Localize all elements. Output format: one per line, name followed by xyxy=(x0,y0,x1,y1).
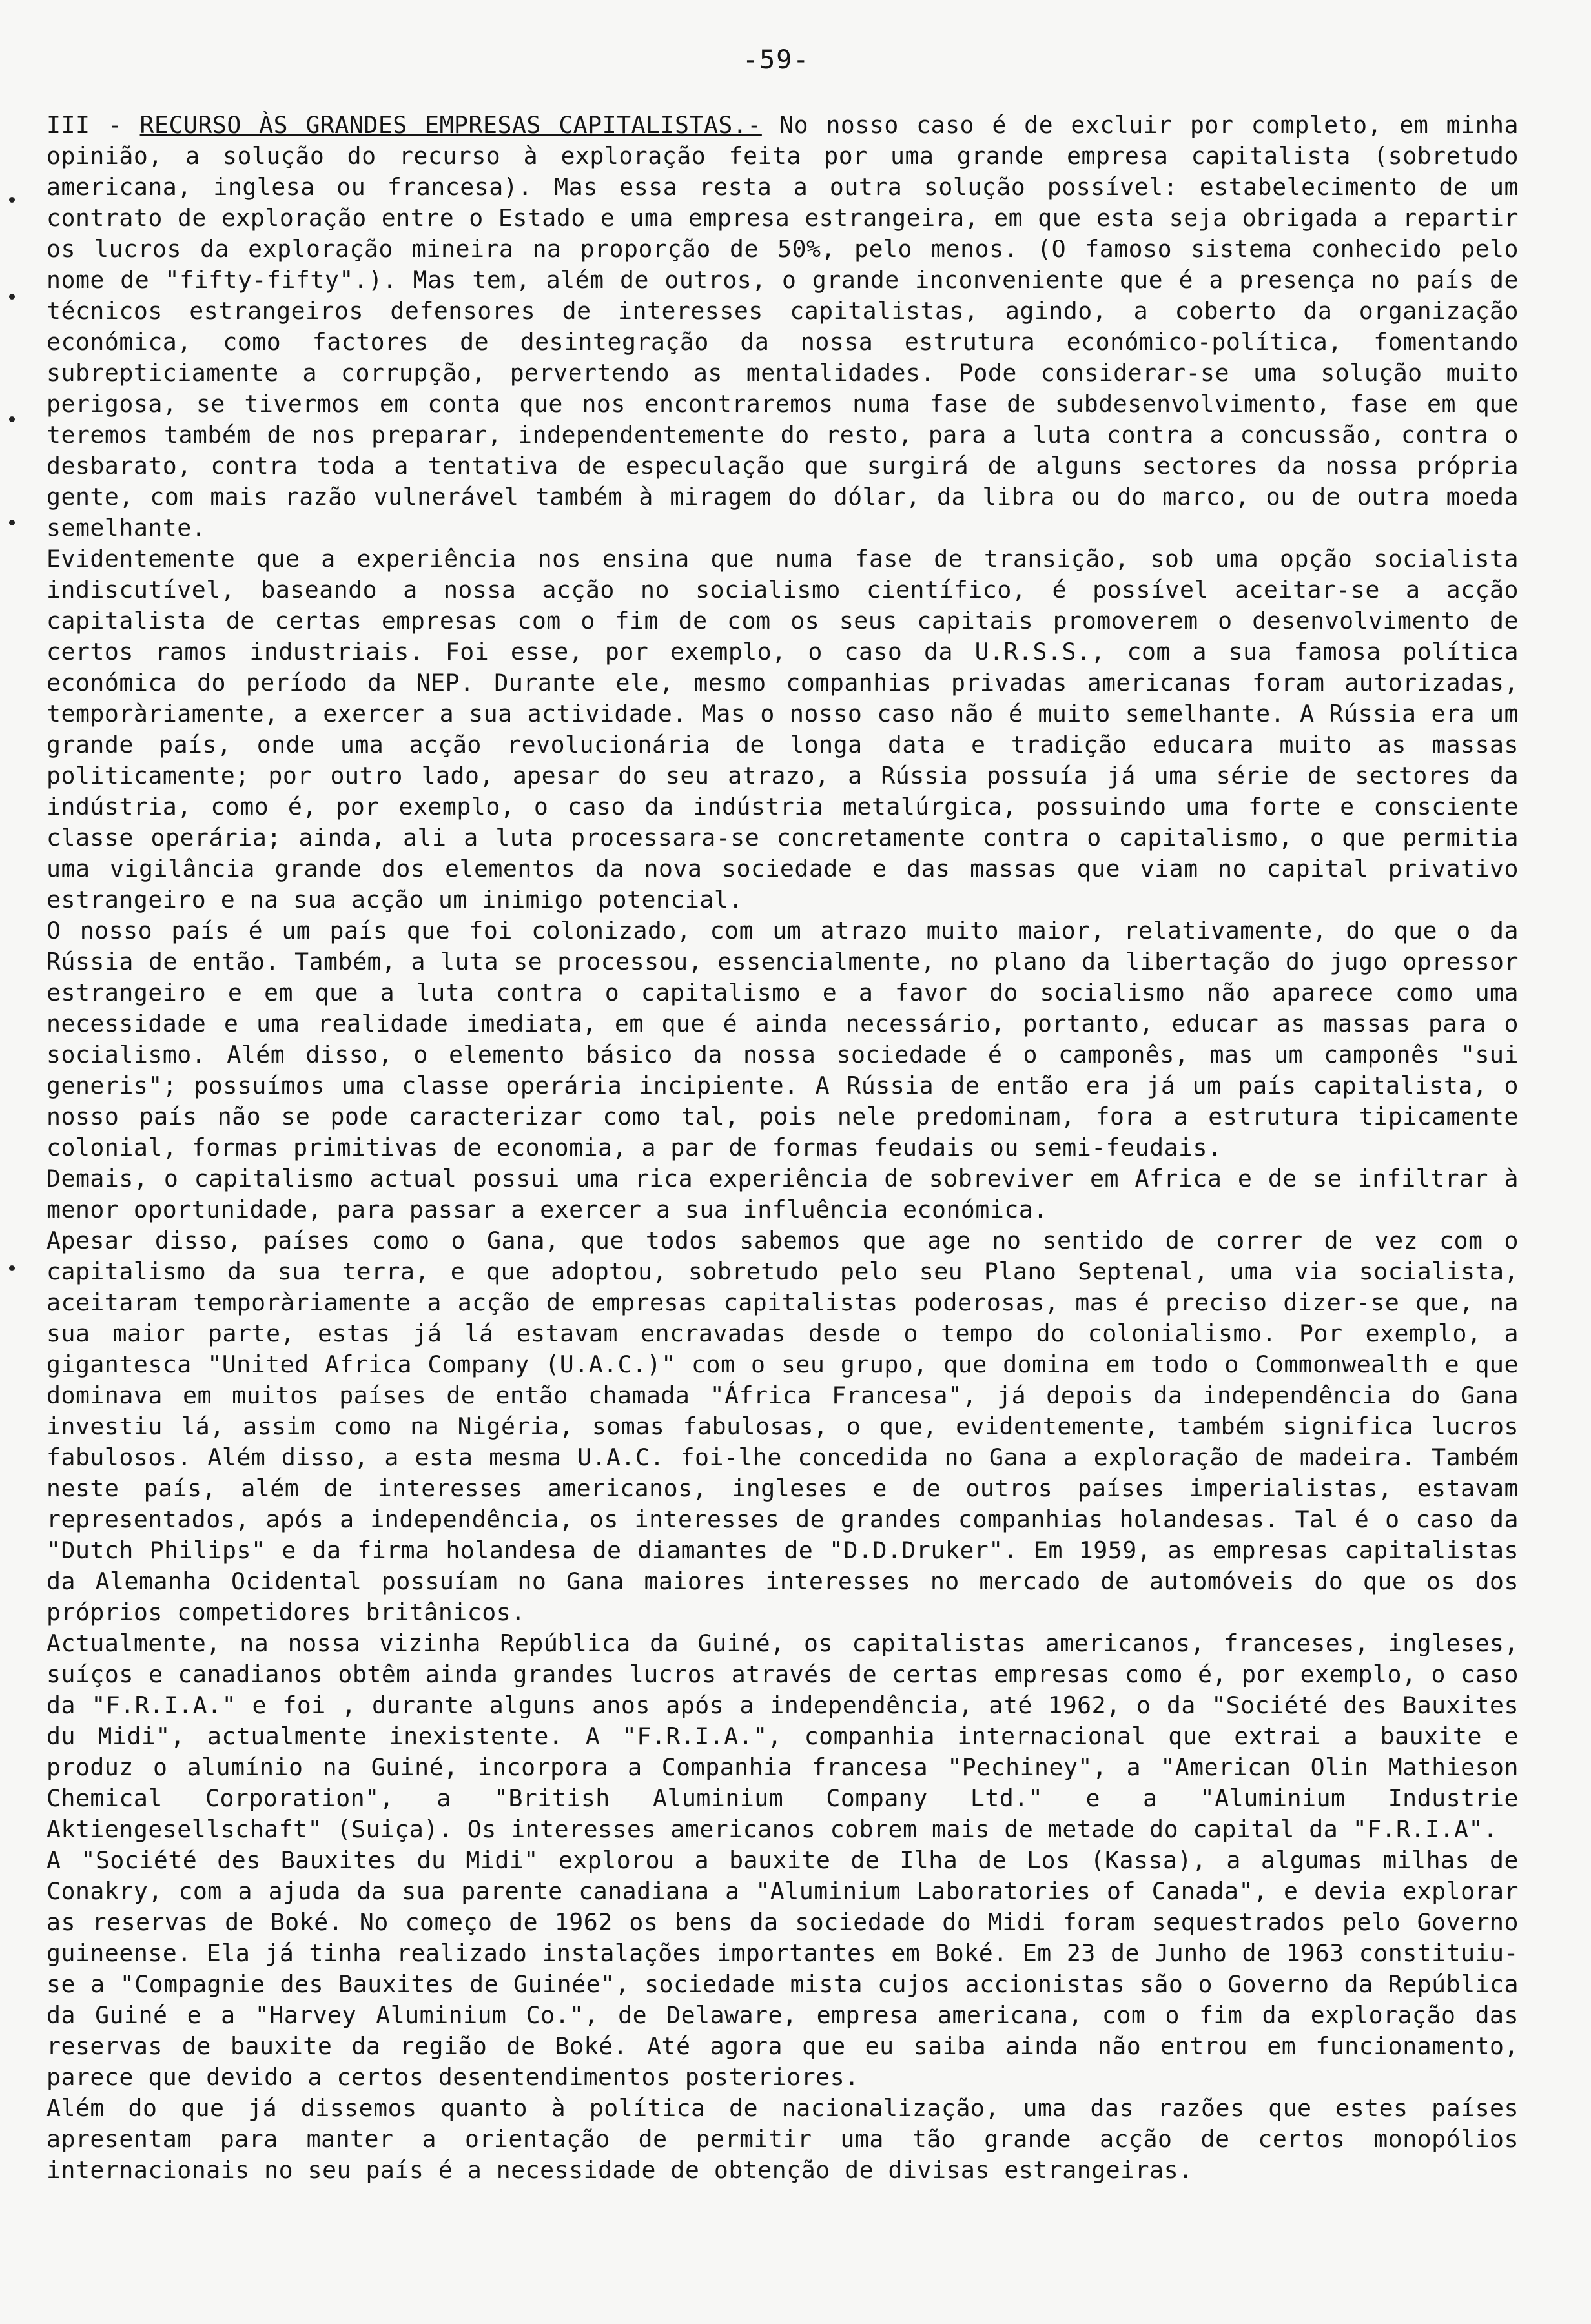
margin-dot xyxy=(9,294,15,300)
body-paragraph: Actualmente, na nossa vizinha República da Guiné, os capitalistas americanos, franceses, ingleses, suíços e canadianos obtêm ainda grandes lucros através de certas empresas como é, por exemplo, o caso da "F.R.I.A." e foi , durante alguns anos após a independência, até 1962, o da "Société des Bauxites du Midi", actualmente inexistente. A "F.R.I.A.", companhia internacional que extrai a bauxite e produz o alumínio na Guiné, incorpora a Companhia francesa "Pechiney", a "American Olin Mathieson Chemical Corporation", a "British Aluminium Company Ltd." e a "Aluminium Industrie Aktiengesellschaft" (Suiça). Os interesses americanos cobrem mais de metade do capital da "F.R.I.A". xyxy=(46,1629,1519,1843)
section-numeral: III - xyxy=(46,111,123,139)
body-paragraph: Evidentemente que a experiência nos ensina que numa fase de transição, sob uma opção socialista indiscutível, baseando a nossa acção no socialismo científico, é possível aceitar-se a acção capitalista de certas empresas com o fim de com os seus capitais promoverem o desenvolvimento de certos ramos industriais. Foi esse, por exemplo, o caso da U.R.S.S., com a sua famosa política económica do período da NEP. Durante ele, mesmo companhias privadas americanas foram autorizadas, temporàriamente, a exercer a sua actividade. Mas o nosso caso não é muito semelhante. A Rússia era um grande país, onde uma acção revolucionária de longa data e tradição educara muito as massas politicamente; por outro lado, apesar do seu atrazo, a Rússia possuía já uma série de sectores da indústria, como é, por exemplo, o caso da indústria metalúrgica, possuindo uma forte e consciente classe operária; ainda, ali a luta processara-se concretamente contra o capitalismo, o que permitia uma vigilância grande dos elementos da nova sociedade e das massas que viam no capital privativo estrangeiro e na sua acção um inimigo potencial. xyxy=(46,545,1519,913)
section-heading: RECURSO ÀS GRANDES EMPRESAS CAPITALISTAS.- xyxy=(139,111,762,139)
section-intro: No nosso caso é de excluir por completo, em minha opinião, a solução do recurso à exploração feita por uma grande empresa capitalista (sobretudo americana, inglesa ou francesa). Mas essa resta a outra solução possível: estabelecimento de um contrato de exploração entre o Estado e uma empresa estrangeira, em que esta seja obrigada a repartir os lucros da exploração mineira na proporção de 50%, pelo menos. (O famoso sistema conhecido pelo nome de "fifty-fifty".). Mas tem, além de outros, o grande inconveniente que é a presença no país de técnicos estrangeiros defensores de interesses capitalistas, agindo, a coberto da organização económica, como factores de desintegração da nossa estrutura económico-política, fomentando subrepticiamente a corrupção, pervertendo as mentalidades. Pode considerar-se uma solução muito perigosa, se tivermos em conta que nos encontraremos numa fase de subdesenvolvimento, fase em que teremos também de nos preparar, independentemente do resto, para a luta contra a concussão, contra o desbarato, contra toda a tentativa de especulação que surgirá de alguns sectores da nossa própria gente, com mais razão vulnerável também à miragem do dólar, da libra ou do marco, ou de outra moeda semelhante. xyxy=(46,111,1519,542)
body-paragraph: Além do que já dissemos quanto à política de nacionalização, uma das razões que estes países apresentam para manter a orientação de permitir uma tão grande acção de certos monopólios internacionais no seu país é a necessidade de obtenção de divisas estrangeiras. xyxy=(46,2094,1519,2184)
margin-dot xyxy=(9,416,15,422)
body-paragraph: Demais, o capitalismo actual possui uma rica experiência de sobreviver em Africa e de se infiltrar à menor oportunidade, para passar a exercer a sua influência económica. xyxy=(46,1165,1519,1223)
margin-dot xyxy=(9,520,15,525)
document-body xyxy=(46,110,1519,2186)
margin-dot xyxy=(9,197,15,203)
body-paragraph: O nosso país é um país que foi colonizado, com um atrazo muito maior, relativamente, do que o da Rússia de então. Também, a luta se processou, essencialmente, no plano da libertação do jugo opressor estrangeiro e em que a luta contra o capitalismo e a favor do socialismo não aparece como uma necessidade e uma realidade imediata, em que é ainda necessário, portanto, educar as massas para o socialismo. Além disso, o elemento básico da nossa sociedade é o camponês, mas um camponês "sui generis"; possuímos uma classe operária incipiente. A Rússia de então era já um país capitalista, o nosso país não se pode caracterizar como tal, pois nele predominam, fora a estrutura tipicamente colonial, formas primitivas de economia, a par de formas feudais ou semi-feudais. xyxy=(46,917,1519,1161)
body-paragraph: A "Société des Bauxites du Midi" explorou a bauxite de Ilha de Los (Kassa), a algumas milhas de Conakry, com a ajuda da sua parente canadiana a "Aluminium Laboratories of Canada", e devia explorar as reservas de Boké. No começo de 1962 os bens da sociedade do Midi foram sequestrados pelo Governo guineense. Ela já tinha realizado instalações importantes em Boké. Em 23 de Junho de 1963 constituiu-se a "Compagnie des Bauxites de Guinée", sociedade mista cujos accionistas são o Governo da República da Guiné e a "Harvey Aluminium Co.", de Delaware, empresa americana, com o fim da exploração das reservas de bauxite da região de Boké. Até agora que eu saiba ainda não entrou em funcionamento, parece que devido a certos desentendimentos posteriores. xyxy=(46,1846,1519,2091)
section-paragraph xyxy=(46,110,1519,544)
margin-dot xyxy=(9,1265,15,1271)
body-paragraph: Apesar disso, países como o Gana, que todos sabemos que age no sentido de correr de vez com o capitalismo da sua terra, e que adoptou, sobretudo pelo seu Plano Septenal, uma via socialista, aceitaram temporàriamente a acção de empresas capitalistas poderosas, mas é preciso dizer-se que, na sua maior parte, estas já lá estavam encravadas desde o tempo do colonialismo. Por exemplo, a gigantesca "United Africa Company (U.A.C.)" com o seu grupo, que domina em todo o Commonwealth e que dominava em muitos países de então chamada "África Francesa", já depois da independência do Gana investiu lá, assim como na Nigéria, somas fabulosas, o que, evidentemente, também significa lucros fabulosos. Além disso, a esta mesma U.A.C. foi-lhe concedida no Gana a exploração de madeira. Também neste país, além de interesses americanos, ingleses e de outros países imperialistas, estavam representados, após a independência, os interesses de grandes companhias holandesas. Tal é o caso da "Dutch Philips" e da firma holandesa de diamantes de "D.D.Druker". Em 1959, as empresas capitalistas da Alemanha Ocidental possuíam no Gana maiores interesses no mercado de automóveis do que os dos próprios competidores britânicos. xyxy=(46,1227,1519,1626)
page-number: -59- xyxy=(743,45,810,75)
